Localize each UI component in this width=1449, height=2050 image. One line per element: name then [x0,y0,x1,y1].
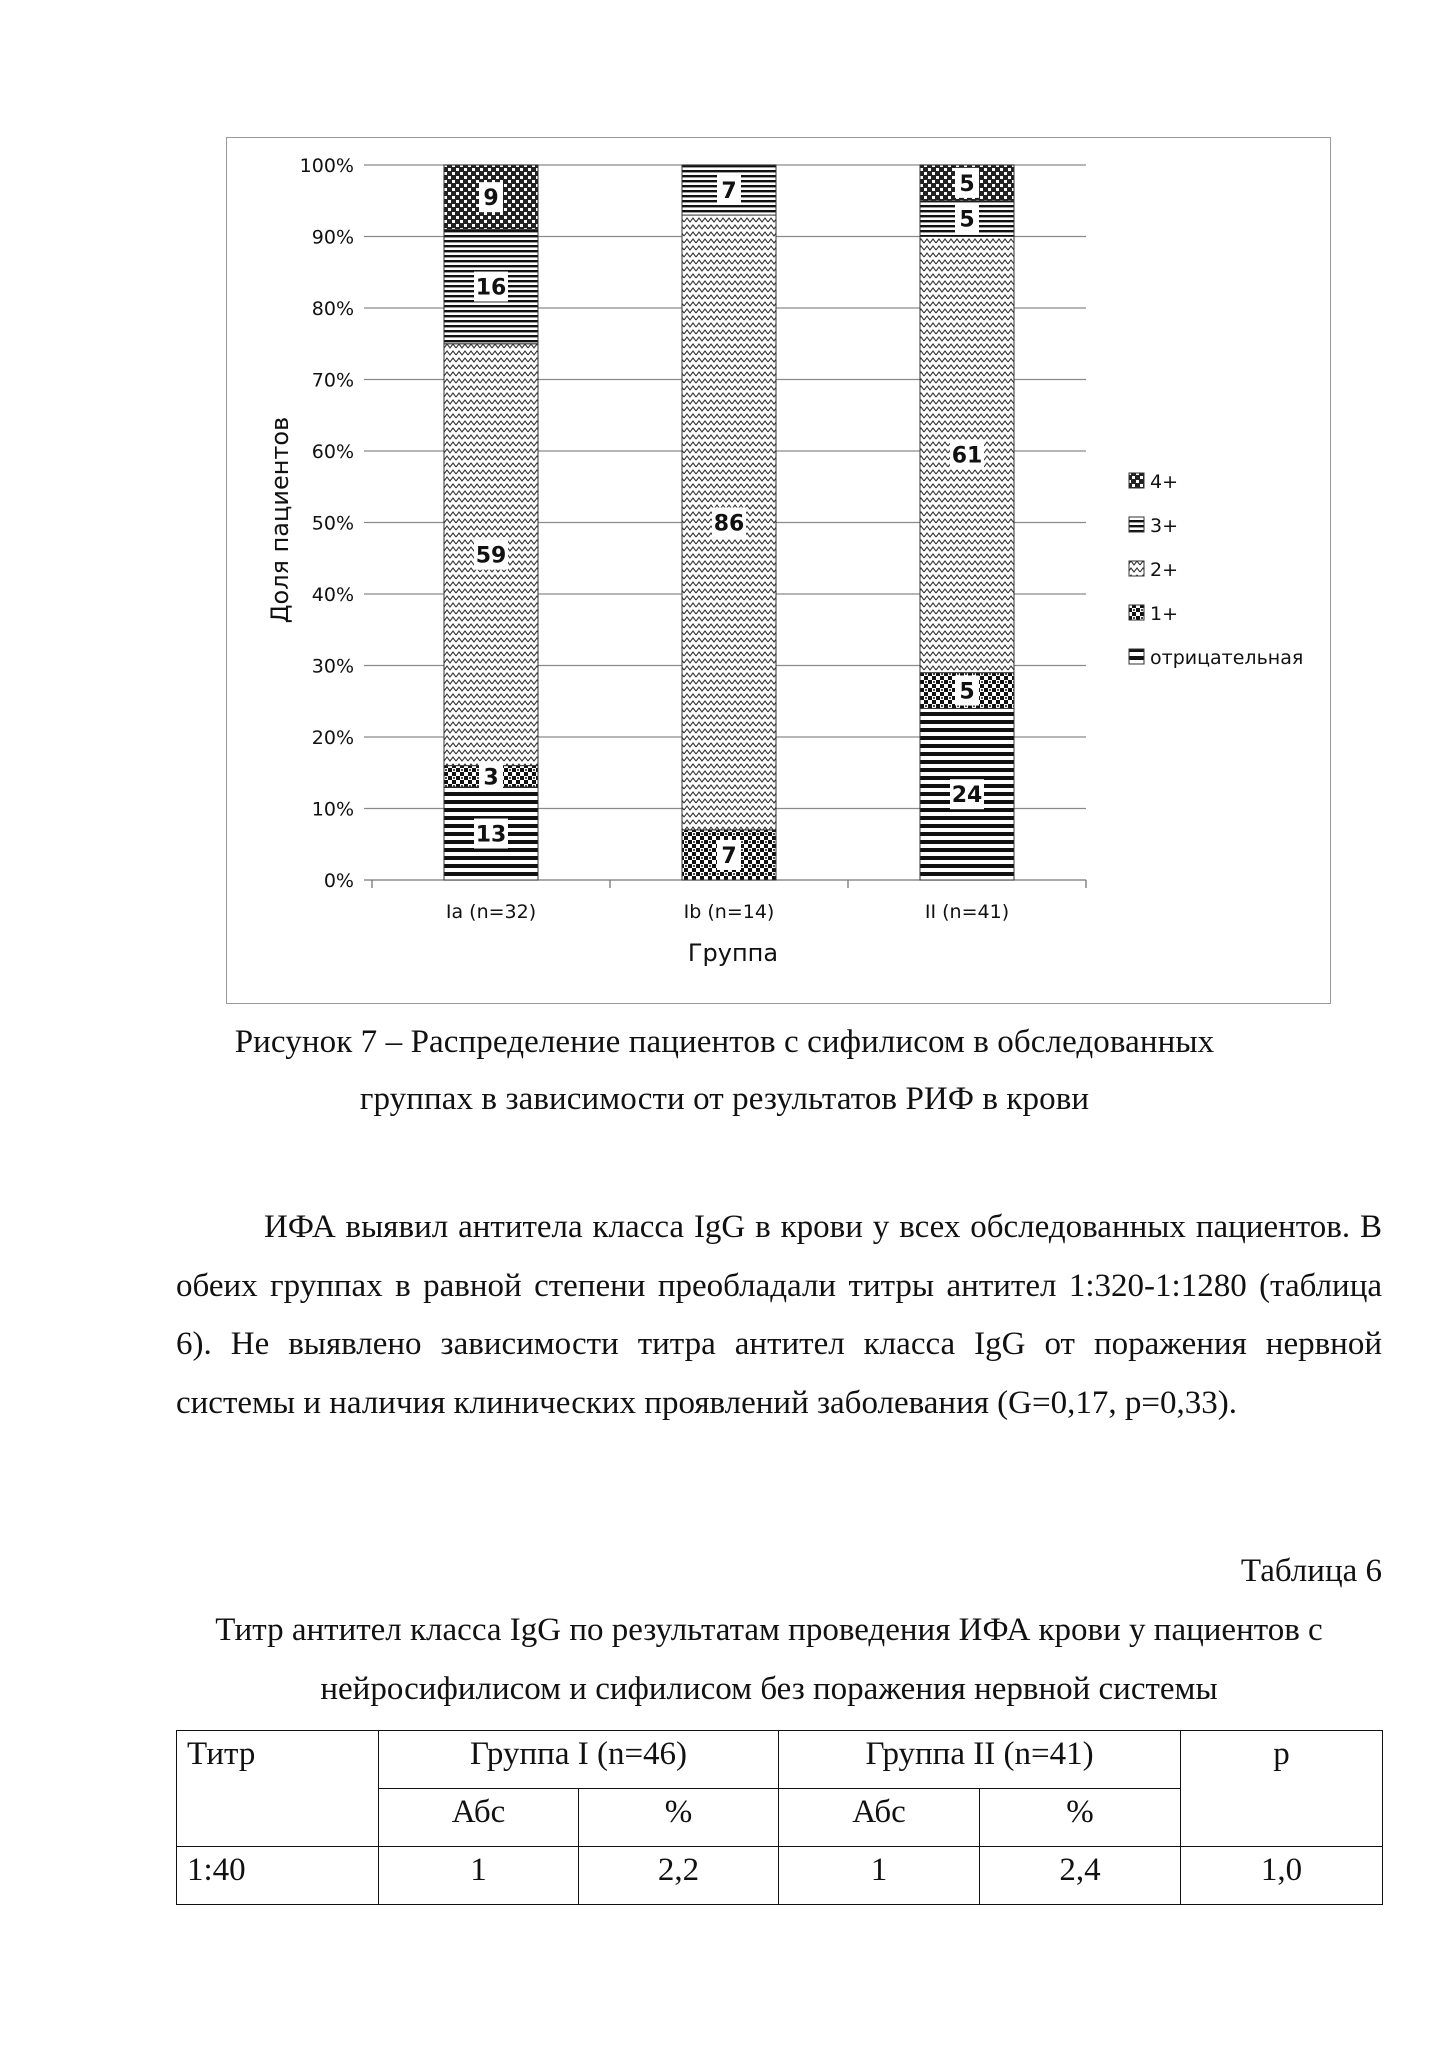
stacked-bar-chart [0,0,1449,1010]
legend-swatch [1129,517,1144,532]
x-tick-label: II (n=41) [924,901,1010,923]
y-axis-ticks [300,155,354,892]
cell-abs2: 1 [779,1847,980,1905]
figure-caption-line-1: Рисунок 7 – Распределение пациентов с сифилисом в обследованных [234,1024,1215,1060]
cell-abs1: 1 [379,1847,579,1905]
header-titr: Титр [177,1731,379,1847]
body-paragraph [176,1198,1382,1432]
data-label: 16 [475,275,507,301]
legend-label: 2+ [1150,559,1179,581]
y-tick-label: 20% [311,727,354,749]
data-label: 61 [951,443,983,469]
figure-caption-line-2: группах в зависимости от результатов РИФ в крови [359,1081,1090,1117]
header-abs1: Абс [379,1789,579,1847]
header-pct1: % [579,1789,779,1847]
header-abs2: Абс [779,1789,980,1847]
data-label: 5 [959,207,975,233]
legend-label: 1+ [1150,603,1179,625]
legend-swatch [1129,605,1144,620]
table-title-line-1: Титр антител класса IgG по результатам проведения ИФА крови у пациентов с [215,1612,1323,1648]
header-group1: Группа I (n=46) [379,1731,779,1789]
header-group2: Группа II (n=41) [779,1731,1181,1789]
legend-label: 3+ [1150,515,1179,537]
data-label: 13 [475,822,507,848]
data-label: 9 [483,186,499,212]
table-row [177,1847,1383,1905]
data-label: 5 [959,171,975,197]
legend-label: отрицательная [1150,647,1304,669]
y-tick-label: 10% [311,798,354,821]
x-tick-label: Ib (n=14) [683,901,775,923]
paragraph-text: ИФА выявил антитела класса IgG в крови у всех обследованных пациентов. В обеих группах в равной степени преобладали титры антител 1:320-1:1280 (таблица 6). Не выявлено зависимости титра антител класса IgG от поражения нервной системы и наличия клинических проявлений заболевания (G=0,17, p=0,33). [176,1209,1382,1421]
y-tick-label: 70% [311,369,354,392]
y-tick-label: 30% [311,655,354,678]
y-tick-label: 80% [311,298,354,320]
legend-swatch [1129,649,1144,664]
table-header-row [177,1731,1383,1789]
cell-p: 1,0 [1181,1847,1383,1905]
cell-titr: 1:40 [177,1847,379,1905]
header-p: p [1181,1731,1383,1847]
cell-pct2: 2,4 [980,1847,1181,1905]
header-pct2: % [980,1789,1181,1847]
data-label: 7 [721,179,737,205]
table-title-line-2: нейросифилисом и сифилисом без поражения нервной системы [320,1671,1218,1707]
data-label: 3 [483,765,499,791]
y-tick-label: 90% [311,226,354,249]
y-tick-label: 100% [299,155,354,177]
x-axis-label: Группа [687,939,779,967]
cell-pct1: 2,2 [579,1847,779,1905]
legend-swatch [1129,473,1144,488]
y-tick-label: 50% [311,512,354,535]
y-tick-label: 40% [311,584,354,606]
y-tick-label: 0% [323,870,354,892]
legend-swatch [1129,561,1144,576]
legend-label: 4+ [1150,471,1179,493]
y-axis-label: Доля пациентов [266,416,294,624]
data-label: 24 [951,783,983,809]
legend [1129,471,1303,669]
y-tick-label: 60% [311,441,354,463]
data-label: 59 [475,543,507,569]
x-axis-ticks [446,901,1009,923]
data-label: 7 [721,843,737,869]
data-label: 86 [713,511,745,537]
data-label: 5 [959,679,975,705]
data-table [176,1730,1383,1905]
table-label: Таблица 6 [1240,1553,1382,1589]
x-tick-label: Ia (n=32) [445,901,537,923]
